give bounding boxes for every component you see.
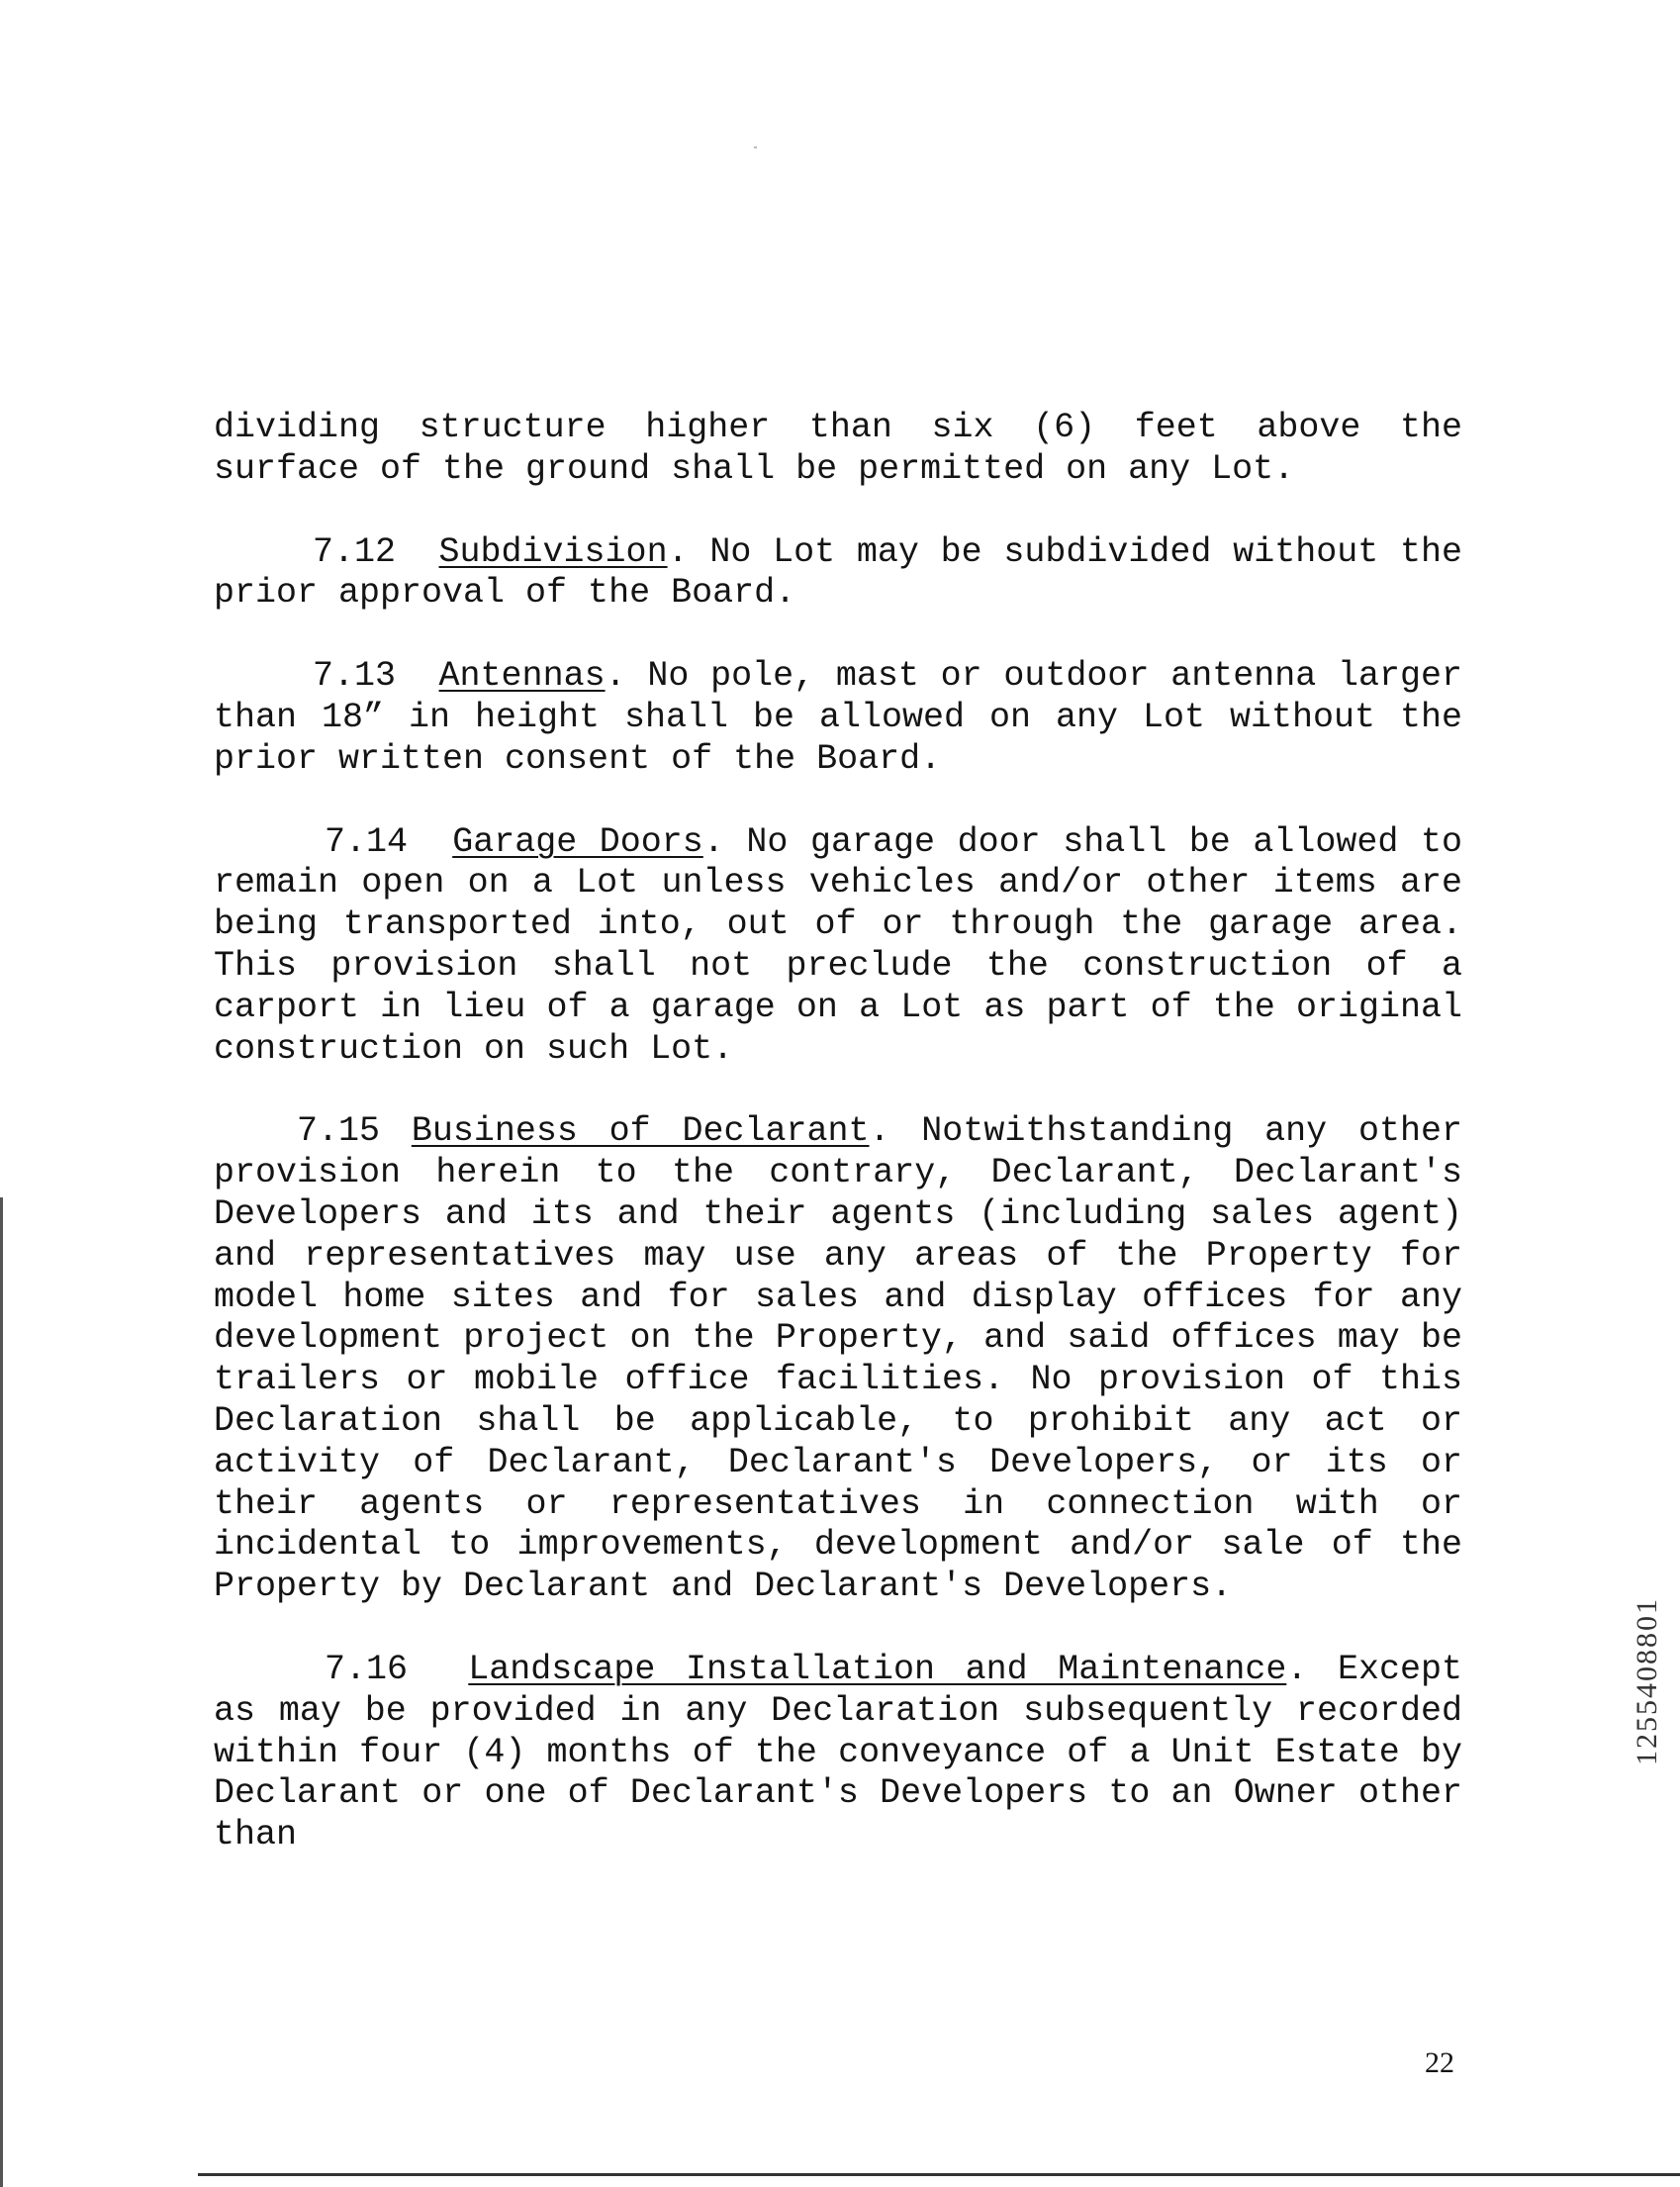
document-body [214, 408, 1462, 1898]
recording-stamp: 1255408801 [1631, 1597, 1663, 1765]
section-number: 7.14 [325, 821, 409, 862]
section-body: . No garage door shall be allowed to remain open on a Lot unless vehicles and/or other items are being transported into, out of or through the garage area. This provision shall not preclude the construction of a carport in lieu of a garage on a Lot as part of the original construction on such Lot. [214, 821, 1462, 1069]
section-7-12 [214, 532, 1462, 616]
section-heading: Landscape Installation and Maintenance [468, 1649, 1287, 1689]
scan-bottom-edge [198, 2173, 1680, 2176]
section-body: . No Lot may be subdivided without the prior approval of the Board. [214, 531, 1462, 614]
scan-left-edge [0, 1197, 3, 2187]
scan-speck [754, 146, 757, 148]
section-heading: Garage Doors [452, 821, 703, 862]
section-7-15 [214, 1111, 1462, 1608]
section-number: 7.15 [297, 1111, 381, 1152]
section-number: 7.13 [313, 656, 397, 697]
section-body: . Notwithstanding any other provision herein to the contrary, Declarant, Declarant's Developers and its and their agents (including sales agent) and representatives may use any areas of the Property for model home sites and for sales and display offices for any development project on the Property, and said offices may be trailers or mobile office facilities. No provision of this Declaration shall be applicable, to prohibit any act or activity of Declarant, Declarant's Developers, or its or their agents or representatives in connection with or incidental to improvements, development and/or sale of the Property by Declarant and Declarant's Developers. [214, 1111, 1462, 1607]
section-number: 7.12 [313, 531, 397, 572]
section-body: . No pole, mast or outdoor antenna larger than 18” in height shall be allowed on any Lot without the prior written consent of the Board. [214, 656, 1463, 779]
section-7-13 [214, 656, 1462, 780]
section-7-14 [214, 822, 1462, 1071]
paragraph-continuation: dividing structure higher than six (6) feet above the surface of the ground shall be permitted on any Lot. [214, 408, 1462, 489]
section-body: . Except as may be provided in any Declaration subsequently recorded within four (4) months of the conveyance of a Unit Estate by Declarant or one of Declarant's Developers to an Owner other than [214, 1649, 1462, 1855]
section-heading: Subdivision [438, 531, 668, 572]
section-number: 7.16 [325, 1649, 409, 1689]
section-heading: Business of Declarant [411, 1111, 870, 1152]
page-number: 22 [1425, 2046, 1454, 2079]
section-7-16 [214, 1650, 1462, 1856]
section-heading: Antennas [438, 656, 606, 697]
